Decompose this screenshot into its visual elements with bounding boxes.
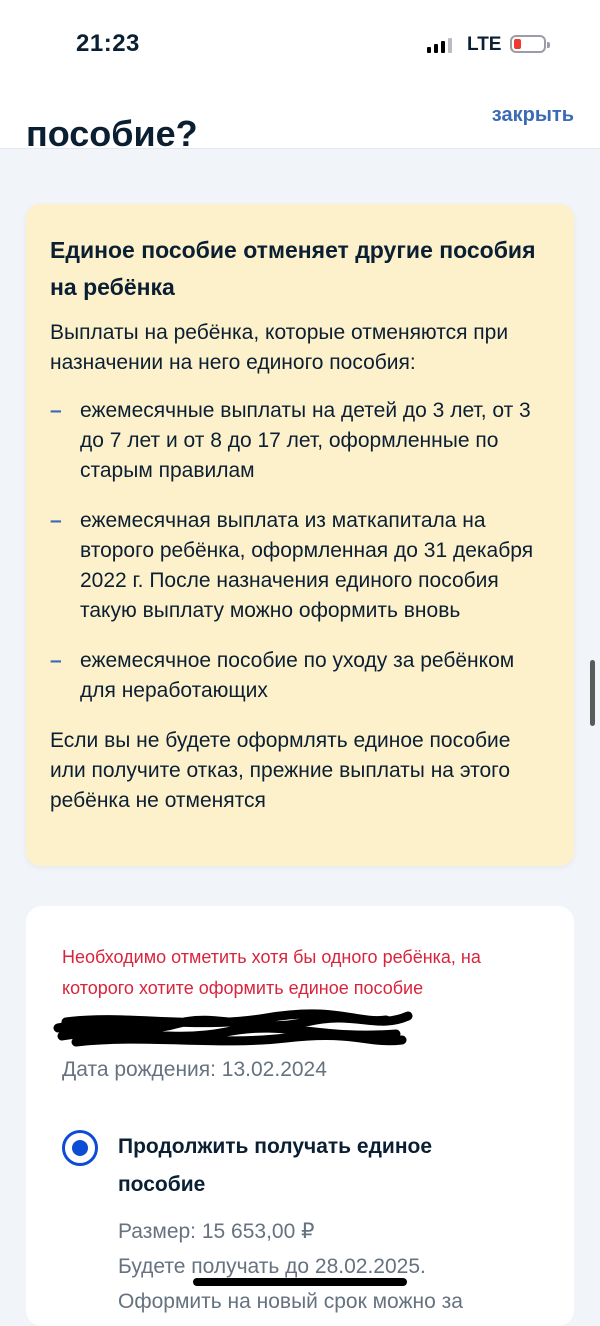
signal-icon bbox=[427, 37, 452, 53]
cancelled-payments-list bbox=[50, 396, 550, 706]
scrollbar[interactable] bbox=[590, 660, 595, 726]
list-item bbox=[50, 506, 550, 626]
status-time: 21:23 bbox=[76, 30, 140, 57]
list-item-text: ежемесячная выплата из маткапитала на второго ребёнка, оформленная до 31 декабря 2022 г. После назначения единого пособия такую выплату можно оформить вновь bbox=[80, 509, 534, 622]
warning-outro: Если вы не будете оформлять единое пособие или получите отказ, прежние выплаты на этого ребёнка не отменятся bbox=[50, 729, 511, 812]
renew-note: Оформить на новый срок можно за bbox=[118, 1290, 463, 1313]
network-type: LTE bbox=[467, 34, 502, 55]
warning-card bbox=[26, 204, 574, 866]
warning-intro: Выплаты на ребёнка, которые отменяются при назначении на него единого пособия: bbox=[50, 321, 509, 374]
option-label[interactable]: Продолжить получать единое пособие bbox=[118, 1135, 433, 1196]
list-item-text: ежемесячное пособие по уходу за ребёнком для неработающих bbox=[80, 649, 515, 702]
option-details bbox=[118, 1214, 538, 1319]
radio-button[interactable] bbox=[62, 1130, 98, 1166]
benefit-until: Будете получать до 28.02.2025. bbox=[118, 1255, 426, 1278]
close-button[interactable]: закрыть bbox=[491, 104, 574, 126]
warning-title: Единое пособие отменяет другие пособия на ребёнка bbox=[50, 237, 536, 300]
redacted-name-scribble bbox=[56, 1010, 416, 1050]
status-bar bbox=[0, 0, 600, 92]
list-item-text: ежемесячные выплаты на детей до 3 лет, от 3 до 7 лет и от 8 до 17 лет, оформленные по старым правилам bbox=[80, 399, 531, 482]
list-item bbox=[50, 646, 550, 706]
list-item bbox=[50, 396, 550, 486]
battery-icon bbox=[510, 35, 546, 53]
benefit-amount: Размер: 15 653,00 ₽ bbox=[118, 1220, 315, 1243]
dash-icon: – bbox=[50, 649, 62, 672]
child-card bbox=[26, 906, 574, 1326]
birth-date: Дата рождения: 13.02.2024 bbox=[62, 1058, 327, 1081]
home-indicator[interactable] bbox=[193, 1278, 407, 1286]
page-title: пособие? bbox=[26, 113, 198, 154]
radio-selected-dot bbox=[72, 1140, 88, 1156]
dash-icon: – bbox=[50, 399, 62, 422]
validation-error: Необходимо отметить хотя бы одного ребёнка, на которого хотите оформить единое пособие bbox=[62, 947, 481, 998]
dash-icon: – bbox=[50, 509, 62, 532]
